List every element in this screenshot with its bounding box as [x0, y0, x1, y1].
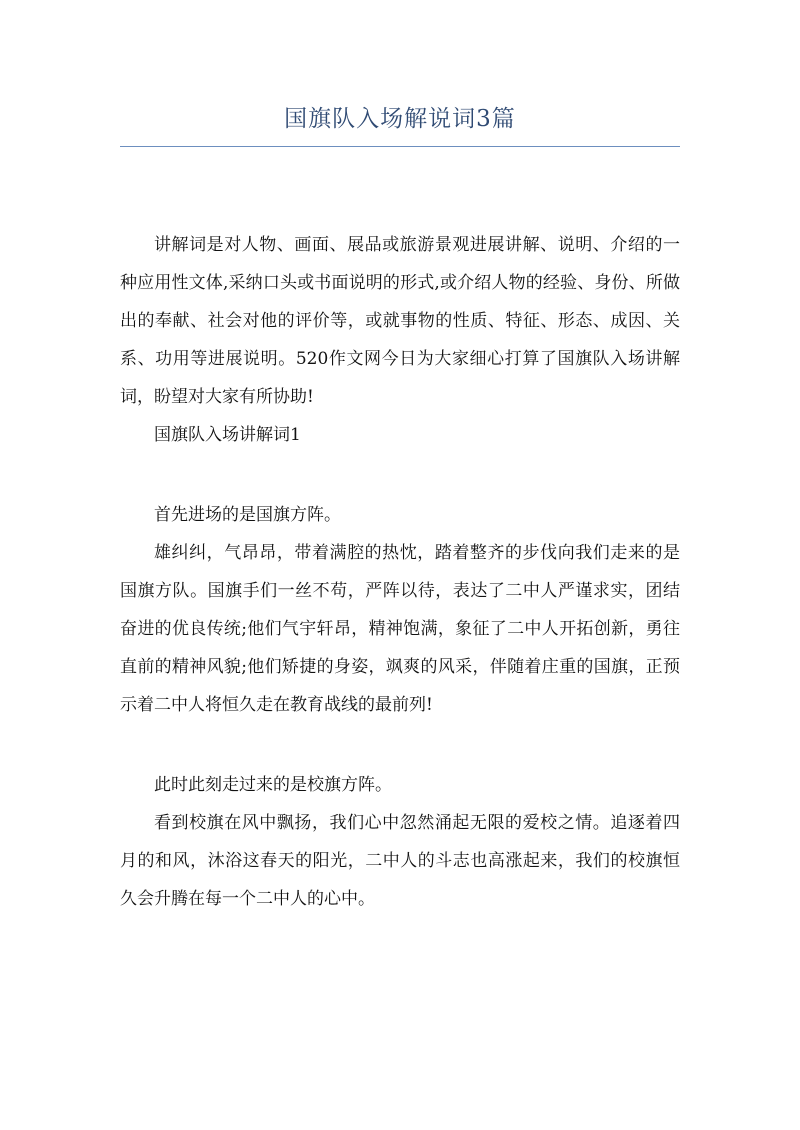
document-body — [120, 226, 680, 918]
title-underline — [120, 146, 680, 147]
school-flag-intro: 此时此刻走过来的是校旗方阵。 — [154, 775, 392, 795]
intro-paragraph: 讲解词是对人物、画面、展品或旅游景观进展讲解、说明、介绍的一种应用性文体,采纳口头或书面说明的形式,或介绍人物的经验、身份、所做出的奉献、社会对他的评价等，或就事物的性质、特征、形态、成因、关系、功用等进展说明。520作文网今日为大家细心打算了国旗队入场讲解词，盼望对大家有所协助! — [120, 235, 680, 407]
document-title: 国旗队入场解说词3篇 — [284, 106, 516, 132]
flag-team-paragraph: 雄纠纠，气昂昂，带着满腔的热忱，踏着整齐的步伐向我们走来的是国旗方队。国旗手们一丝不苟，严阵以待，表达了二中人严谨求实，团结奋进的优良传统;他们气宇轩昂，精神饱满，象征了二中人开拓创新，勇往直前的精神风貌;他们矫捷的身姿，飒爽的风采，伴随着庄重的国旗，正预示着二中人将恒久走在教育战线的最前列! — [120, 543, 680, 715]
school-flag-paragraph: 看到校旗在风中飘扬，我们心中忽然涌起无限的爱校之情。追逐着四月的和风，沐浴这春天的阳光，二中人的斗志也高涨起来，我们的校旗恒久会升腾在每一个二中人的心中。 — [120, 813, 680, 909]
flag-team-intro: 首先进场的是国旗方阵。 — [154, 505, 341, 525]
paragraph-gap — [120, 454, 680, 496]
paragraph-gap — [120, 724, 680, 766]
section-heading: 国旗队入场讲解词1 — [154, 425, 301, 445]
